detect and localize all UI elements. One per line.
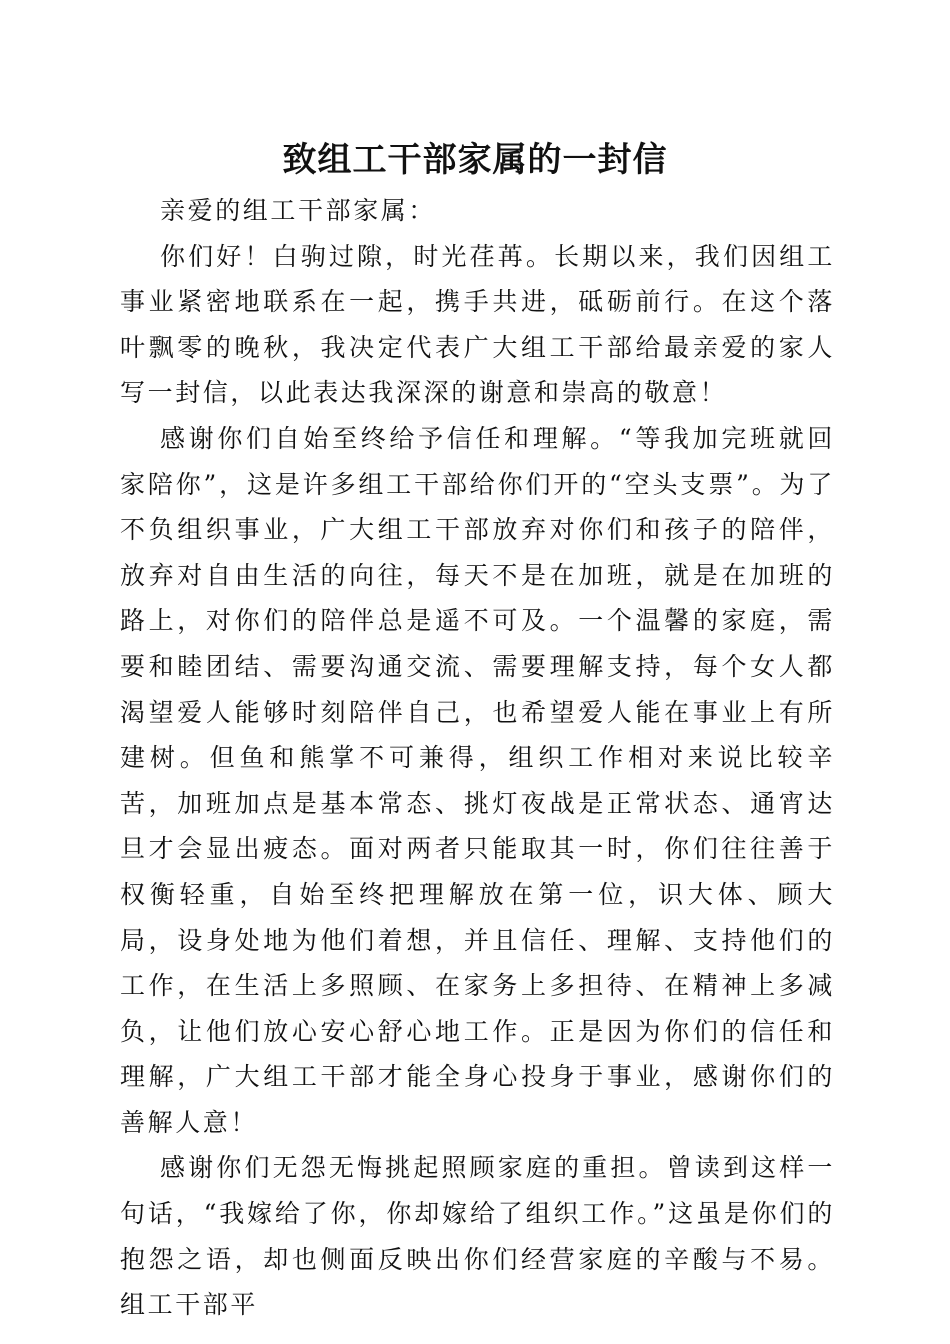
paragraph-greeting: 你们好！白驹过隙，时光荏苒。长期以来，我们因组工事业紧密地联系在一起，携手共进，砥砺前行。在这个落叶飘零的晚秋，我决定代表广大组工干部给最亲爱的家人写一封信，以此表达我深深的谢意和崇高的敬意！ [120,241,835,408]
letter-body [120,188,835,1328]
document-title: 致组工干部家属的一封信 [282,140,668,180]
paragraph-trust: 感谢你们自始至终给予信任和理解。“等我加完班就回家陪你”，这是许多组工干部给你们开的“空头支票”。为了不负组织事业，广大组工干部放弃对你们和孩子的陪伴，放弃对自由生活的向往，每天不是在加班，就是在加班的路上，对你们的陪伴总是遥不可及。一个温馨的家庭，需要和睦团结、需要沟通交流、需要理解支持，每个女人都渴望爱人能够时刻陪伴自己，也希望爱人能在事业上有所建树。但鱼和熊掌不可兼得，组织工作相对来说比较辛苦，加班加点是基本常态、挑灯夜战是正常状态、通宵达旦才会显出疲态。面对两者只能取其一时，你们往往善于权衡轻重，自始至终把理解放在第一位，识大体、顾大局，设身处地为他们着想，并且信任、理解、支持他们的工作，在生活上多照顾、在家务上多担待、在精神上多减负，让他们放心安心舒心地工作。正是因为你们的信任和理解，广大组工干部才能全身心投身于事业，感谢你们的善解人意！ [120,423,835,1137]
paragraph-family: 感谢你们无怨无悔挑起照顾家庭的重担。曾读到这样一句话，“我嫁给了你，你却嫁给了组织工作。”这虽是你们的抱怨之语，却也侧面反映出你们经营家庭的辛酸与不易。组工干部平 [120,1153,835,1320]
salutation: 亲爱的组工干部家属： [160,196,437,225]
